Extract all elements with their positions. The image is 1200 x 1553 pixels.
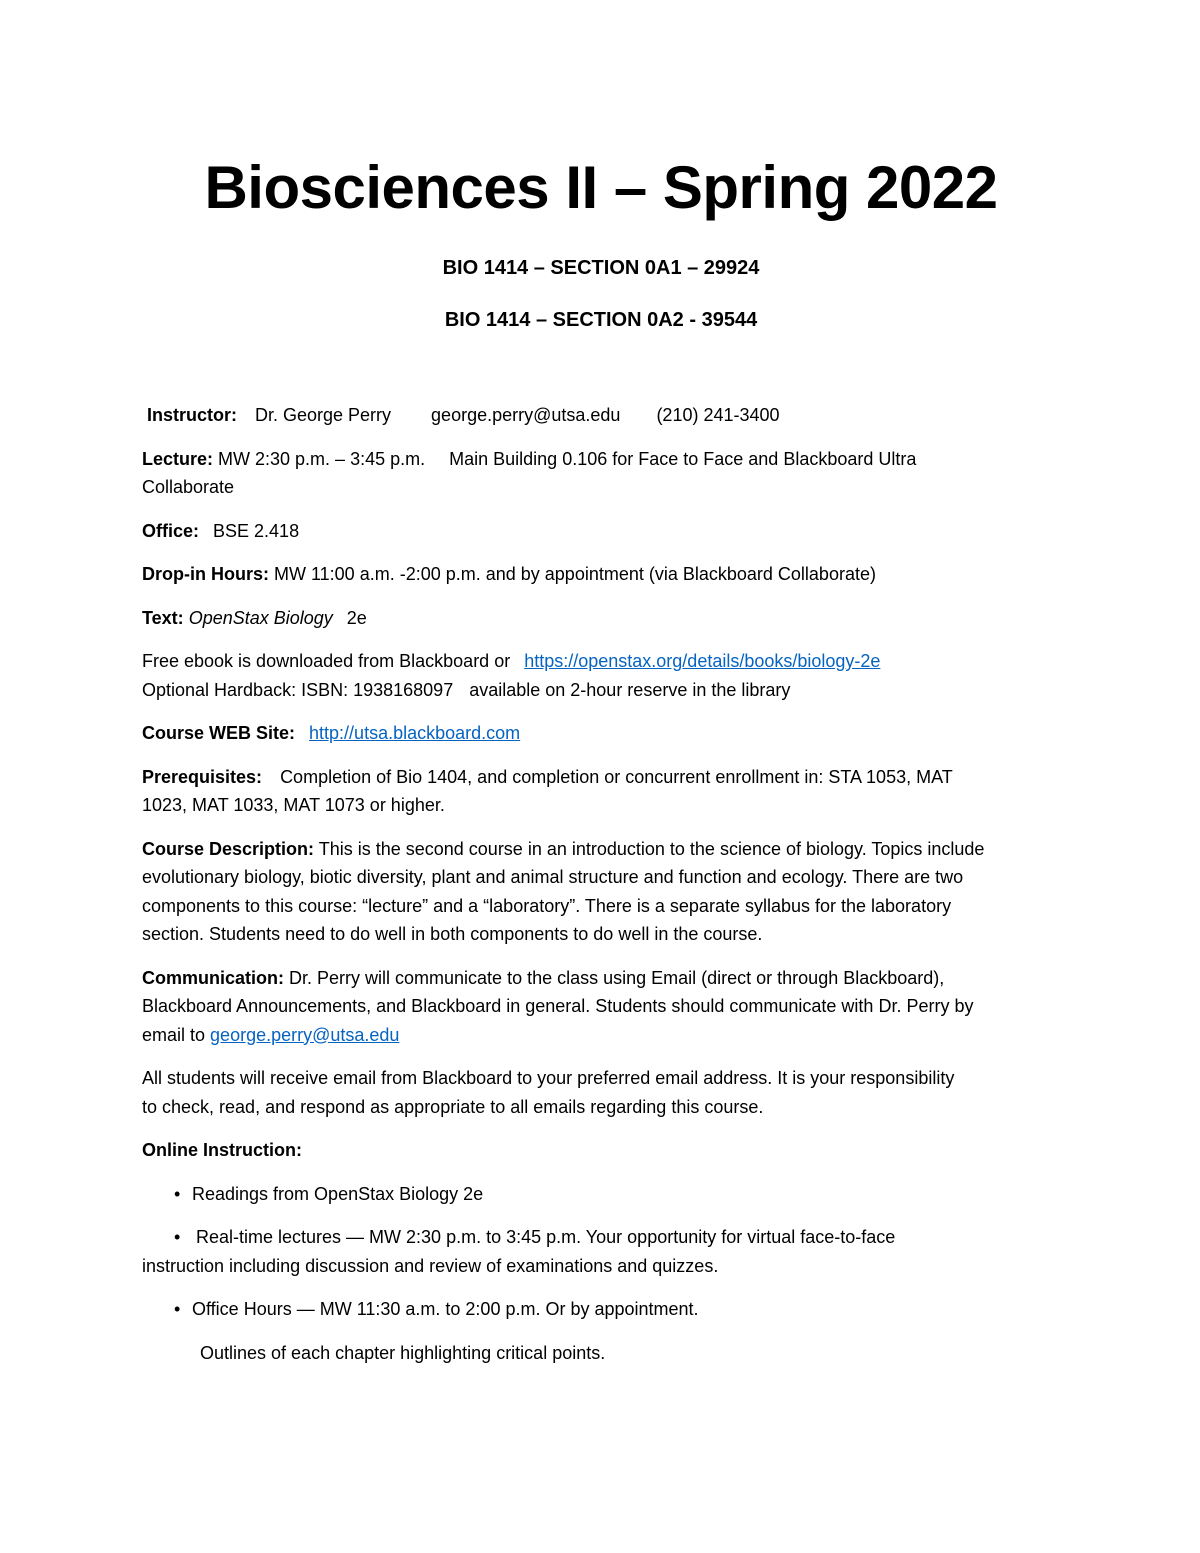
dropin-label: Drop-in Hours: (142, 564, 269, 584)
instructor-phone: (210) 241-3400 (656, 405, 780, 425)
list-item (142, 1223, 1060, 1280)
instructor-line (142, 401, 1060, 430)
communication-prefix: email to (142, 1024, 206, 1045)
description-line2: evolutionary biology, biotic diversity, plant and animal structure and function and ecology. There are two (142, 867, 964, 887)
communication-line1: Dr. Perry will communicate to the class using Email (direct or through Blackboard), (289, 967, 945, 988)
description-line1: This is the second course in an introduction to the science of biology. Topics include (318, 838, 985, 859)
blackboard-link[interactable]: http://utsa.blackboard.com (309, 723, 521, 743)
hardback-note: available on 2-hour reserve in the library (469, 679, 791, 700)
description-line4: section. Students need to do well in both components to do well in the course. (142, 924, 763, 944)
hardback-text: Optional Hardback: ISBN: 1938168097 (142, 679, 454, 700)
page-title: Biosciences II – Spring 2022 (204, 154, 998, 221)
openstax-link[interactable]: https://openstax.org/details/books/biology-2e (524, 651, 881, 671)
description-label: Course Description: (142, 838, 315, 859)
website-line (142, 719, 1060, 748)
list-item-text-cont: instruction including discussion and review of examinations and quizzes. (142, 1255, 719, 1276)
website-label: Course WEB Site: (142, 723, 296, 743)
prereq-label: Prerequisites: (142, 766, 263, 787)
online-instruction-heading: Online Instruction: (142, 1140, 302, 1160)
communication-label: Communication: (142, 967, 284, 988)
bullet-icon: • (174, 1227, 181, 1247)
lecture-time: MW 2:30 p.m. – 3:45 p.m. (218, 448, 426, 469)
description-line3: components to this course: “lecture” and a “laboratory”. There is a separate syllabus for the laboratory (142, 895, 952, 916)
prereq-line1: Completion of Bio 1404, and completion or concurrent enrollment in: STA 1053, MAT (280, 766, 953, 787)
office-label: Office: (142, 520, 200, 541)
text-edition: 2e (346, 607, 367, 628)
instructor-label: Instructor: (147, 405, 237, 425)
bullet-icon: • (174, 1299, 181, 1319)
section-0a2: BIO 1414 – SECTION 0A2 - 39544 (444, 309, 758, 331)
instructor-email: george.perry@utsa.edu (431, 405, 621, 425)
lecture-label: Lecture: (142, 448, 214, 469)
email-link[interactable]: george.perry@utsa.edu (210, 1024, 400, 1045)
list-item (142, 1295, 1060, 1324)
lecture-block (142, 445, 1060, 502)
text-label: Text: (142, 607, 184, 628)
communication-block (142, 964, 1060, 1050)
lecture-location-cont: Collaborate (142, 477, 235, 497)
communication-line2: Blackboard Announcements, and Blackboard in general. Students should communicate with Dr. Perry by (142, 996, 974, 1016)
list-item-text: Office Hours — MW 11:30 a.m. to 2:00 p.m. Or by appointment. (192, 1299, 699, 1319)
bullet-icon: • (174, 1183, 181, 1204)
text-line (142, 604, 1060, 633)
description-block (142, 835, 1060, 949)
office-line (142, 517, 1060, 546)
office-value: BSE 2.418 (213, 520, 300, 541)
ebook-block (142, 647, 1060, 704)
responsibility-block (142, 1064, 1060, 1121)
ebook-text: Free ebook is downloaded from Blackboard or (142, 651, 511, 671)
dropin-line (142, 560, 1060, 589)
outlines-line: Outlines of each chapter highlighting critical points. (200, 1342, 606, 1363)
list-item-text: Readings from OpenStax Biology 2e (192, 1183, 484, 1204)
prereq-line2: 1023, MAT 1033, MAT 1073 or higher. (142, 795, 445, 815)
list-item-text: Real-time lectures — MW 2:30 p.m. to 3:45 p.m. Your opportunity for virtual face-to-face (196, 1227, 896, 1247)
instructor-name: Dr. George Perry (255, 405, 392, 425)
responsibility-line2: to check, read, and respond as appropriate to all emails regarding this course. (142, 1096, 764, 1117)
text-book: OpenStax Biology (188, 607, 333, 628)
dropin-value: MW 11:00 a.m. -2:00 p.m. and by appointment (via Blackboard Collaborate) (274, 564, 876, 584)
list-item (142, 1180, 1060, 1209)
lecture-location: Main Building 0.106 for Face to Face and Blackboard Ultra (449, 448, 917, 469)
section-0a1: BIO 1414 – SECTION 0A1 – 29924 (442, 257, 760, 279)
responsibility-line1: All students will receive email from Blackboard to your preferred email address. It is your responsibility (142, 1068, 955, 1088)
prereq-block (142, 763, 1060, 820)
